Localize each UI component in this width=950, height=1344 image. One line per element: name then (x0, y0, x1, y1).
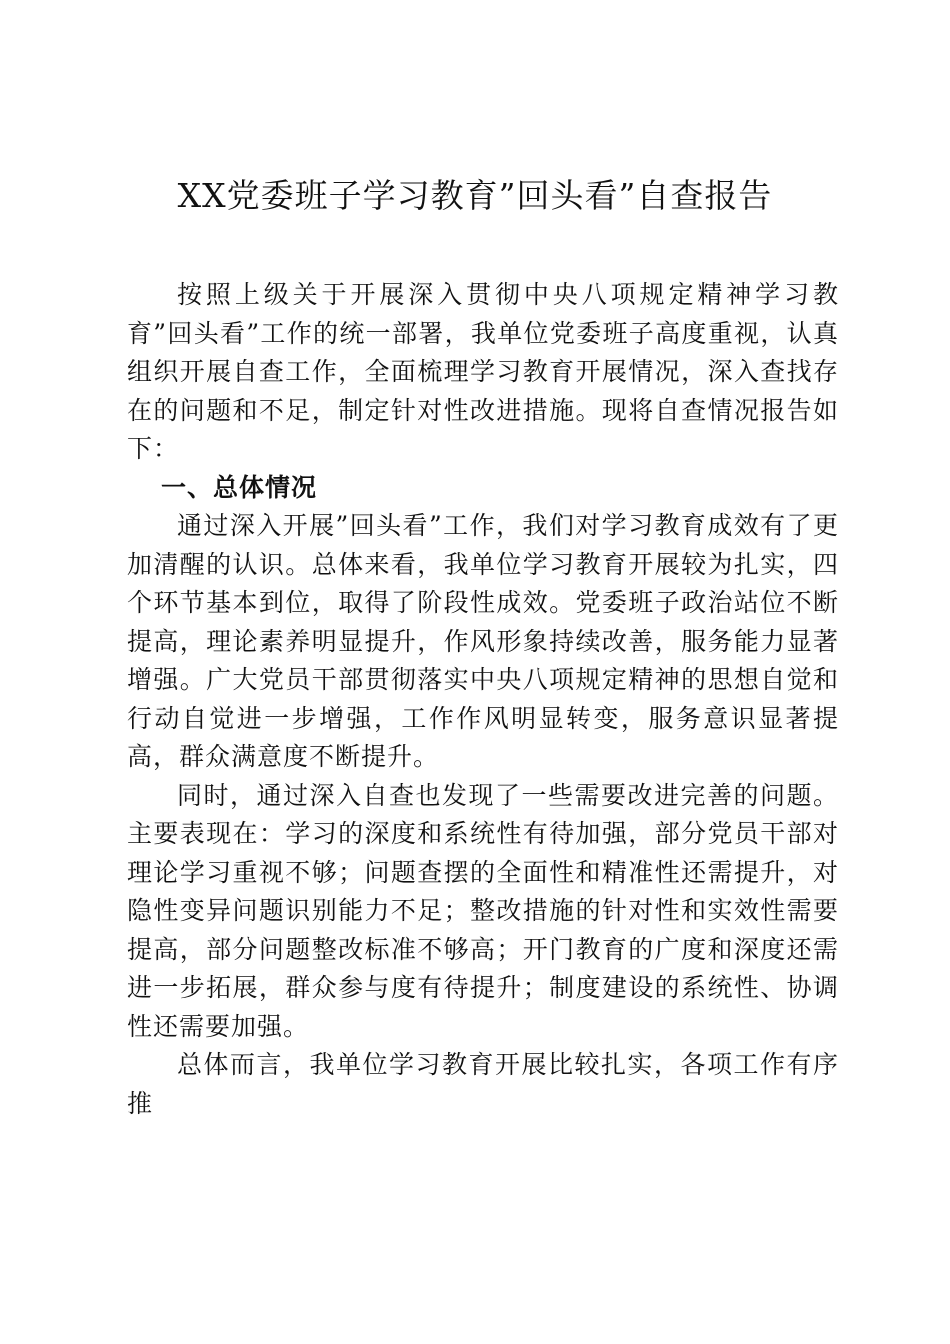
section-heading-overall: 一、总体情况 (161, 472, 318, 502)
document-title: XX党委班子学习教育”回头看”自查报告 (177, 176, 773, 215)
document-body (127, 276, 839, 1123)
overall-paragraph-1: 通过深入开展”回头看”工作，我们对学习教育成效有了更加清醒的认识。总体来看，我单位学习教育开展较为扎实，四个环节基本到位，取得了阶段性成效。党委班子政治站位不断提高，理论素养明显提升，作风形象持续改善，服务能力显著增强。广大党员干部贯彻落实中央八项规定精神的思想自觉和行动自觉进一步增强，工作作风明显转变，服务意识显著提高，群众满意度不断提升。 (127, 511, 839, 771)
intro-paragraph: 按照上级关于开展深入贯彻中央八项规定精神学习教育”回头看”工作的统一部署，我单位党委班子高度重视，认真组织开展自查工作，全面梳理学习教育开展情况，深入查找存在的问题和不足，制定针对性改进措施。现将自查情况报告如下： (127, 280, 839, 463)
overall-paragraph-2: 同时，通过深入自查也发现了一些需要改进完善的问题。主要表现在：学习的深度和系统性有待加强，部分党员干部对理论学习重视不够；问题查摆的全面性和精准性还需提升，对隐性变异问题识别能力不足；整改措施的针对性和实效性需要提高，部分问题整改标准不够高；开门教育的广度和深度还需进一步拓展，群众参与度有待提升；制度建设的系统性、协调性还需要加强。 (127, 780, 839, 1041)
overall-paragraph-3: 总体而言，我单位学习教育开展比较扎实，各项工作有序推 (127, 1050, 839, 1118)
